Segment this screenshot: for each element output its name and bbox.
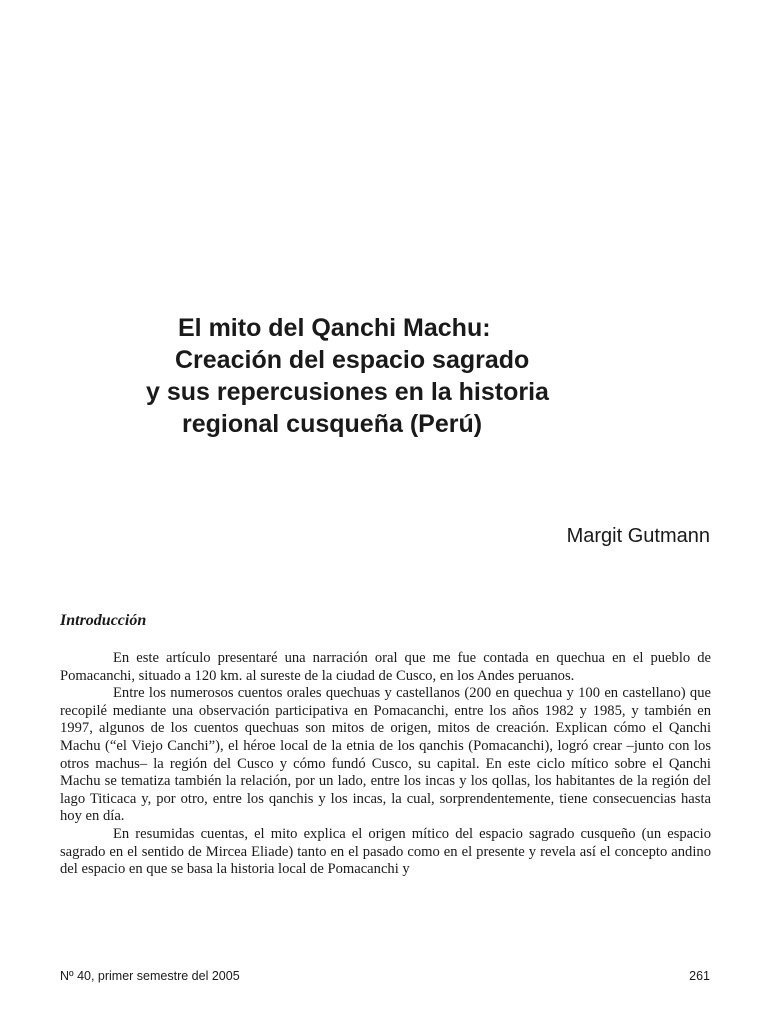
body-text <box>60 650 711 879</box>
title-line: El mito del Qanchi Machu: <box>178 314 491 342</box>
footer-issue: Nº 40, primer semestre del 2005 <box>60 969 240 983</box>
section-heading: Introducción <box>60 612 147 629</box>
paragraph: En este artículo presentaré una narración oral que me fue contada en quechua en el pueblo de Pomacanchi, situado a 120 km. al sureste de la ciudad de Cusco, en los Andes peruanos. <box>60 650 711 684</box>
title-line: y sus repercusiones en la historia <box>146 378 549 406</box>
paragraph: En resumidas cuentas, el mito explica el origen mítico del espacio sagrado cusqueño (un espacio sagrado en el sentido de Mircea Eliade) tanto en el pasado como en el presente y revela así el concepto andino del espacio en que se basa la historia local de Pomacanchi y <box>60 825 711 878</box>
author-name: Margit Gutmann <box>566 525 710 547</box>
article-title <box>140 312 680 440</box>
paragraph: Entre los numerosos cuentos orales quechuas y castellanos (200 en quechua y 100 en castellano) que recopilé mediante una observación participativa en Pomacanchi, entre los años 1982 y 1985, y también en 1997, algunos de los cuentos quechuas son mitos de origen, mitos de creación. Explican cómo el Qanchi Machu (“el Viejo Canchi”), el héroe local de la etnia de los qanchis (Pomacanchi), logró crear –junto con los otros machus– la región del Cusco y cómo fundó Cusco, su capital. En este ciclo mítico sobre el Qanchi Machu se tematiza también la relación, por un lado, entre los incas y los qollas, los habitantes de la región del lago Titicaca y, por otro, entre los qanchis y los incas, la cual, sorprendentemente, tiene consecuencias hasta hoy en día. <box>60 685 711 825</box>
page-number: 261 <box>689 969 710 983</box>
title-line: regional cusqueña (Perú) <box>182 410 483 438</box>
title-line: Creación del espacio sagrado <box>175 346 530 374</box>
